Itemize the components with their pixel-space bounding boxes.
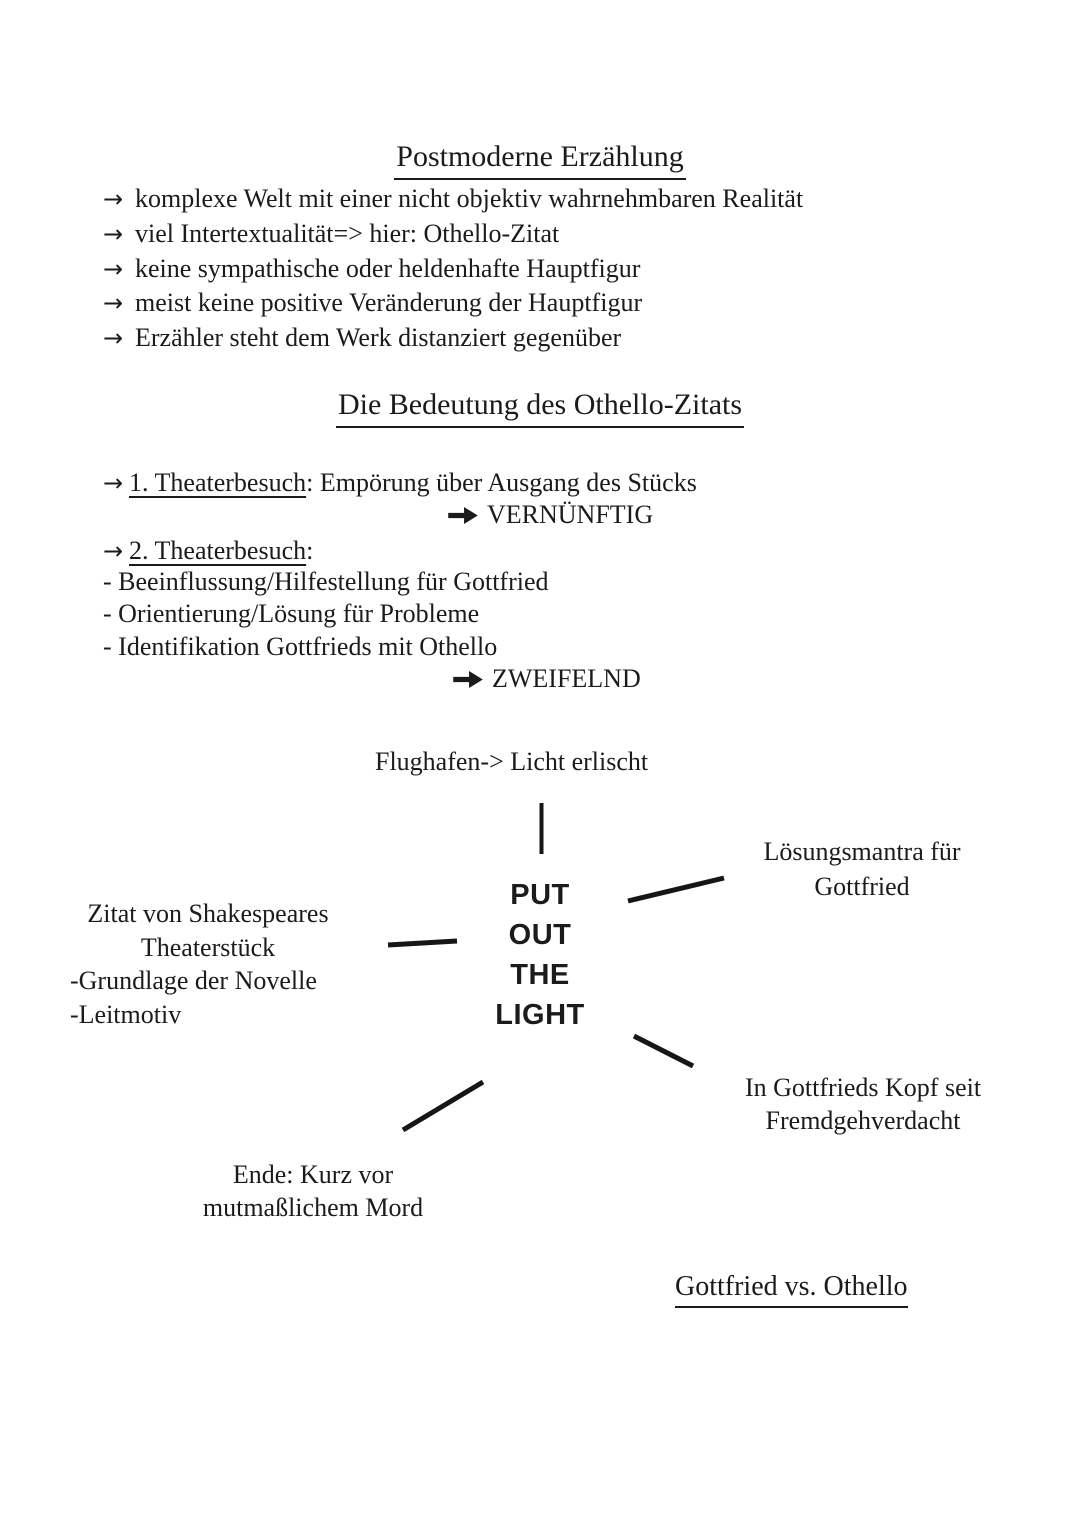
theater-visit-1-label: 1. Theaterbesuch bbox=[129, 468, 307, 497]
theater-visit-1-rest: : Empörung über Ausgang des Stücks bbox=[306, 468, 697, 497]
label-line: In Gottfrieds Kopf seit bbox=[744, 1073, 982, 1102]
bullet-item bbox=[103, 252, 803, 287]
bullet-text: komplexe Welt mit einer nicht objektiv wahrnehmbaren Realität bbox=[135, 184, 804, 213]
right-arrow-icon: → bbox=[103, 219, 124, 248]
bullet-item bbox=[103, 286, 803, 321]
bullet-text: viel Intertextualität=> hier: Othello-Zitat bbox=[135, 218, 560, 248]
label-line: Ende: Kurz vor bbox=[232, 1160, 394, 1189]
center-word: THE bbox=[510, 959, 570, 991]
bullet-item bbox=[103, 321, 803, 356]
label-line: Theaterstück bbox=[140, 932, 276, 962]
heavy-arrow-icon bbox=[452, 670, 484, 689]
postmoderne-bullet-list bbox=[103, 182, 803, 356]
mindmap-center-put-out-the-light bbox=[462, 875, 618, 1035]
label-line: Lösungsmantra für bbox=[763, 837, 961, 866]
theater-visit-2-rest: : bbox=[306, 536, 314, 565]
section-heading-bedeutung-text: Die Bedeutung des Othello-Zitats bbox=[336, 387, 744, 428]
visit-1-result-text: VERNÜNFTIG bbox=[487, 500, 654, 529]
visit-1-result-line bbox=[447, 500, 653, 530]
mindmap-label-gottfrieds-kopf bbox=[730, 1071, 996, 1137]
right-arrow-icon: → bbox=[103, 469, 124, 497]
center-word: LIGHT bbox=[495, 999, 585, 1031]
right-arrow-icon: → bbox=[103, 324, 124, 353]
visit-2-point: - Orientierung/Lösung für Probleme bbox=[103, 599, 480, 629]
visit-2-point: - Identifikation Gottfrieds mit Othello bbox=[103, 631, 498, 661]
visit-2-points-list bbox=[103, 566, 549, 663]
theater-visit-2-label: 2. Theaterbesuch bbox=[129, 536, 307, 565]
label-line: Gottfried bbox=[814, 871, 910, 901]
bullet-text: meist keine positive Veränderung der Hauptfigur bbox=[135, 288, 643, 318]
label-line: Zitat von Shakespeares bbox=[87, 899, 329, 928]
mindmap-label-ende bbox=[185, 1158, 441, 1224]
right-arrow-icon: → bbox=[103, 537, 124, 565]
right-arrow-icon: → bbox=[103, 185, 124, 213]
theater-visit-1-line bbox=[103, 466, 697, 500]
center-word: OUT bbox=[508, 919, 572, 951]
section-heading-bedeutung bbox=[0, 387, 1080, 428]
visit-2-result-text: ZWEIFELND bbox=[492, 664, 641, 693]
section-heading-postmoderne bbox=[0, 139, 1080, 180]
bullet-item bbox=[103, 182, 803, 217]
label-line: mutmaßlichem Mord bbox=[202, 1193, 424, 1222]
mindmap-label-zitat bbox=[70, 897, 346, 1031]
bullet-text: Erzähler steht dem Werk distanziert gegenüber bbox=[135, 323, 622, 353]
theater-visit-2-line bbox=[103, 534, 313, 568]
connector-bottom-left bbox=[403, 1082, 483, 1130]
mindmap-label-loesungsmantra bbox=[752, 835, 972, 904]
right-arrow-icon: → bbox=[103, 254, 124, 283]
heavy-arrow-icon bbox=[447, 506, 479, 525]
section-heading-gottfried-vs-othello-text: Gottfried vs. Othello bbox=[675, 1270, 908, 1308]
center-word: PUT bbox=[510, 879, 570, 911]
visit-2-point: - Beeinflussung/Hilfestellung für Gottfried bbox=[103, 567, 549, 596]
mindmap-label-flughafen: Flughafen-> Licht erlischt bbox=[375, 747, 649, 776]
right-arrow-icon: → bbox=[103, 289, 124, 318]
section-heading-postmoderne-text: Postmoderne Erzählung bbox=[394, 139, 685, 180]
section-heading-gottfried-vs-othello bbox=[675, 1270, 908, 1308]
connector-right-bottom bbox=[634, 1036, 693, 1066]
connector-left bbox=[388, 941, 457, 945]
connector-right-top bbox=[628, 878, 724, 901]
label-line: Fremdgehverdacht bbox=[765, 1106, 961, 1135]
bullet-item bbox=[103, 217, 803, 252]
label-line: -Leitmotiv bbox=[70, 999, 182, 1029]
bullet-text: keine sympathische oder heldenhafte Hauptfigur bbox=[135, 253, 641, 283]
visit-2-result-line bbox=[452, 664, 641, 694]
label-line: -Grundlage der Novelle bbox=[70, 966, 317, 995]
